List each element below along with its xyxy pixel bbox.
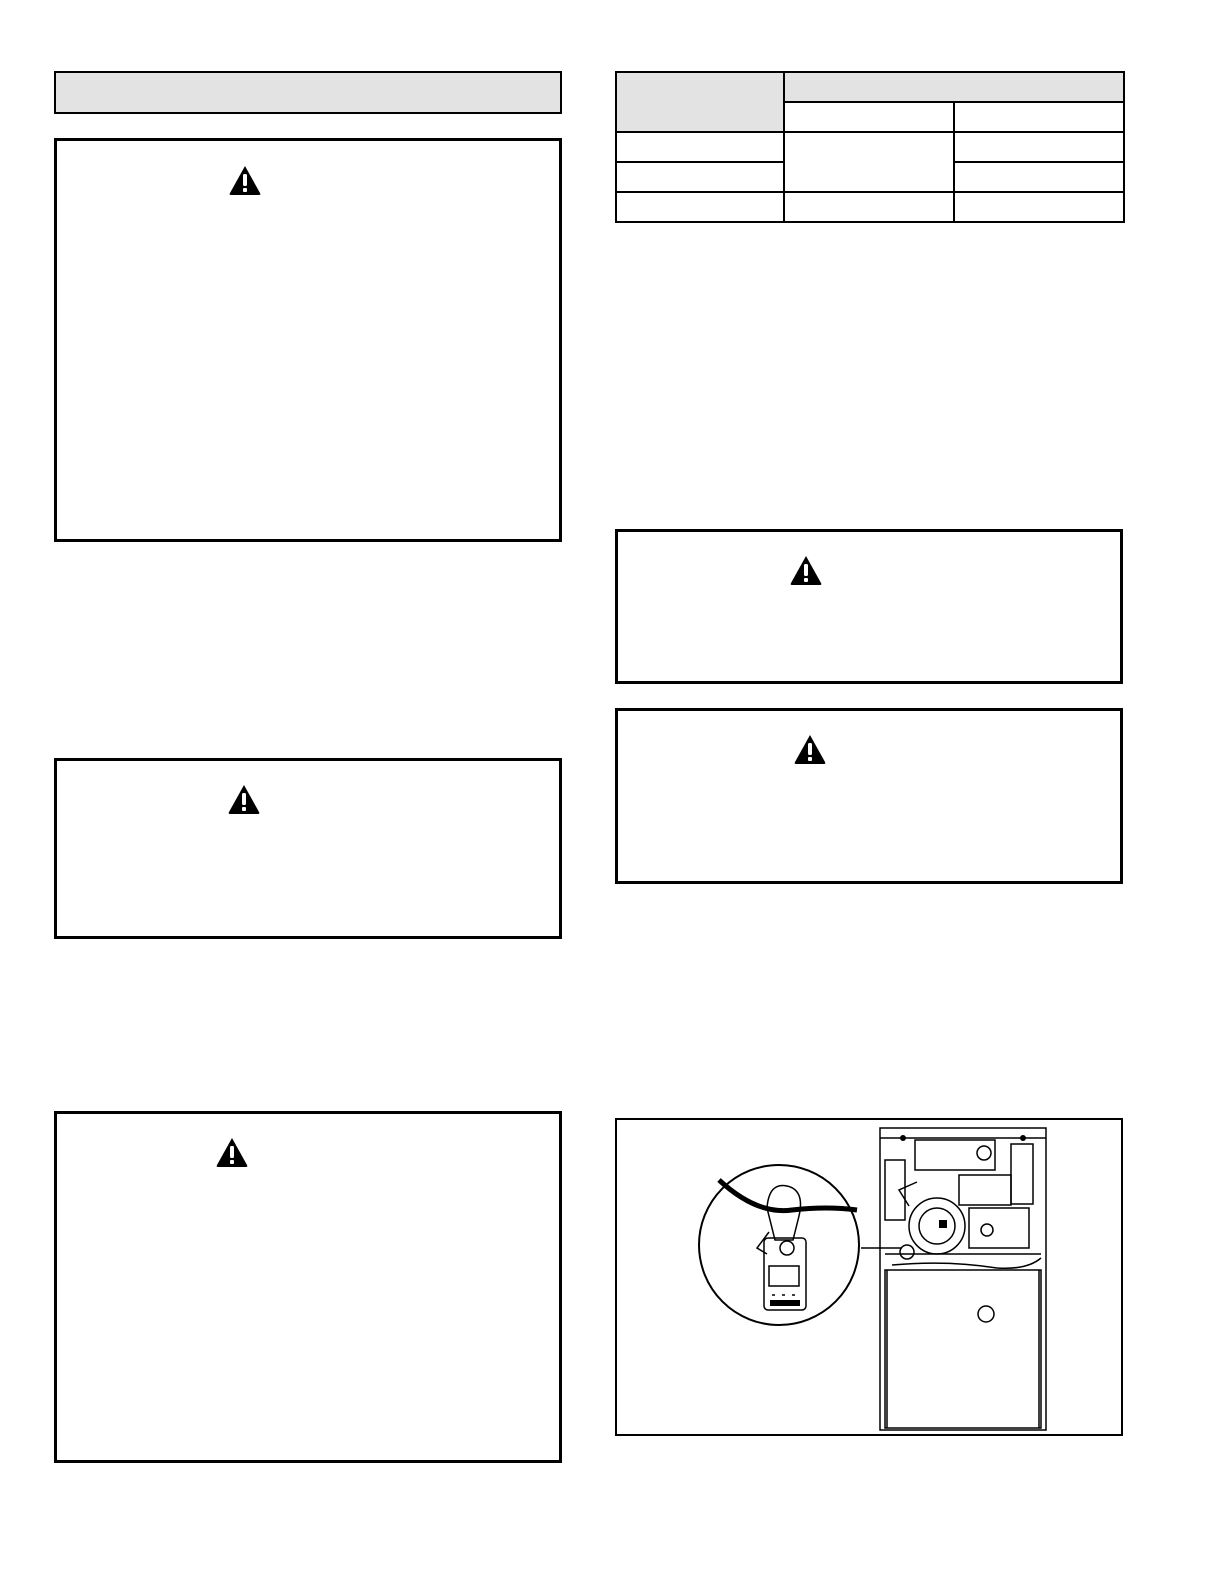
table-subheader-cell: [784, 102, 954, 132]
warning-triangle-icon: [793, 733, 827, 765]
warning-triangle-icon: [227, 783, 261, 815]
furnace-with-clamp-ammeter-illustration: [617, 1120, 1121, 1434]
table-cell: [784, 192, 954, 222]
warning-triangle-icon: [789, 554, 823, 586]
warning-box-4: [615, 529, 1123, 684]
figure-panel: [615, 1118, 1123, 1436]
table-cell: [616, 132, 784, 162]
warning-triangle-icon: [215, 1136, 249, 1168]
table-cell: [616, 192, 784, 222]
table-header-cell: [784, 72, 1124, 102]
table-cell: [954, 192, 1124, 222]
warning-box-3: [54, 1111, 562, 1463]
table-cell: [616, 162, 784, 192]
table-cell: [784, 132, 954, 192]
spec-table: [615, 71, 1125, 223]
section-header-bar: [54, 71, 562, 114]
warning-box-2: [54, 758, 562, 939]
table-header-cell: [616, 72, 784, 132]
warning-box-5: [615, 708, 1123, 884]
table-cell: [954, 162, 1124, 192]
warning-box-1: [54, 138, 562, 542]
warning-triangle-icon: [228, 164, 262, 196]
table-cell: [954, 132, 1124, 162]
table-subheader-cell: [954, 102, 1124, 132]
